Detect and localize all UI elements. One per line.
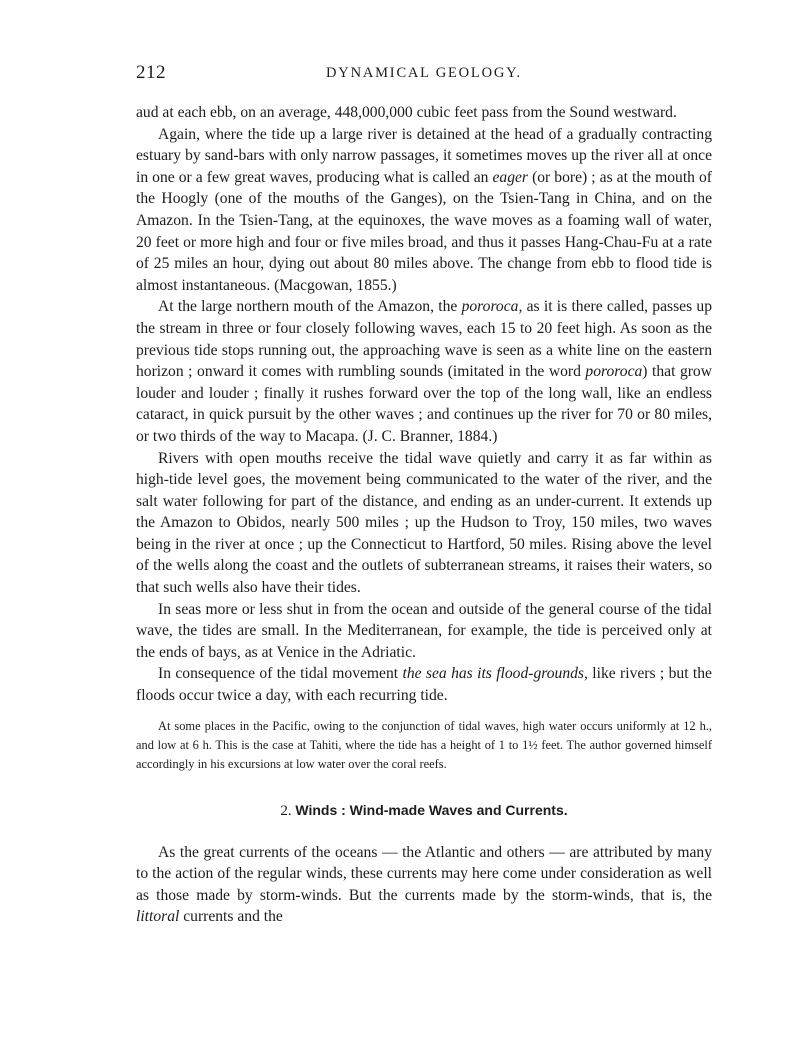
section-number: 2.: [280, 802, 292, 819]
page-number: 212: [136, 62, 166, 83]
section-paragraph: [136, 842, 712, 928]
text-run: as it is there called, passes up the stream in three or four closely following waves, each 15 to 20 feet high. As soon as the previous tide stops running out, the approaching wave is seen as a white line on the eastern horizon ; onward it comes with rumbling sounds (imitated in the word: [136, 298, 713, 381]
text-run: aud at each ebb, on an average, 448,000,000 cubic feet pass from the Sound westward.: [136, 104, 677, 121]
text-run: like rivers ; but the floods occur twice a day, with each recurring tide.: [136, 665, 712, 705]
text-run: currents and the: [179, 908, 283, 926]
text-run: ) that grow louder and louder ; finally it rushes forward over the top of the long wall, like an endless cataract, in quick pursuit by the other waves ; and continues up the river for 70 or 80 miles, or two thirds of the way to Macapa. (J. C. Branner, 1884.): [136, 363, 712, 445]
section-heading: [136, 802, 712, 820]
page-header: [136, 62, 712, 92]
running-head: DYNAMICAL GEOLOGY.: [326, 65, 522, 81]
section-title: Winds : Wind-made Waves and Currents.: [295, 801, 568, 818]
footnote: At some places in the Pacific, owing to the conjunction of tidal waves, high water occurs uniformly at 12 h., and low at 6 h. This is the case at Tahiti, where the tide has a height of 1 to 1½ feet. The author governed himself accordingly in his excursions at low water over the coral reefs.: [136, 718, 712, 771]
text-run: As the great currents of the oceans — the Atlantic and others — are attributed by many to the action of the regular winds, these currents may here come under consideration as well as those made by storm-winds. But the currents made by the storm-winds, that is, the: [136, 843, 712, 904]
text-run: In consequence of the tidal movement: [158, 665, 403, 683]
paragraph: [136, 296, 712, 447]
paragraph: [136, 448, 712, 599]
italic-text: the sea has its flood-grounds,: [402, 665, 588, 683]
italic-text: eager: [492, 168, 529, 186]
paragraph: [136, 599, 712, 664]
text-run: At the large northern mouth of the Amazon, the: [158, 298, 462, 316]
text-run: In seas more or less shut in from the ocean and outside of the general course of the tidal wave, the tides are small. In the Mediterranean, for example, the tide is perceived only at the ends of bays, as at Venice in the Adriatic.: [136, 600, 712, 661]
text-run: Rivers with open mouths receive the tidal wave quietly and carry it as far within as high-tide level goes, the movement being communicated to the water of the river, and the salt water following for part of the distance, and ending as an under-current. It extends up the Amazon to Obidos, nearly 500 miles ; up the Hudson to Troy, 150 miles, two waves being in the river at once ; up the Connecticut to Hartford, 50 miles. Rising above the level of the wells along the coast and the outlets of subterranean streams, it raises their waters, so that such wells also have their tides.: [136, 449, 712, 597]
paragraph: [136, 102, 712, 124]
text-run: (or bore) ; as at the mouth of the Hoogly (one of the mouths of the Ganges), on the Tsien-Tang in China, and on the Amazon. In the Tsien-Tang, at the equinoxes, the wave moves as a foaming wall of water, 20 feet or more high and four or five miles broad, and thus it passes Hang-Chau-Fu at a rate of 25 miles an hour, dying out about 80 miles above. The change from ebb to flood tide is almost instantaneous. (Macgowan, 1855.): [136, 168, 712, 294]
italic-text: pororoca,: [461, 298, 523, 316]
text-run: Again, where the tide up a large river is detained at the head of a gradually contracting estuary by sand-bars with only narrow passages, it sometimes moves up the river all at once in one or a few great waves, producing what is called an: [136, 125, 712, 186]
italic-text: pororoca: [585, 363, 643, 381]
italic-text: littoral: [136, 908, 180, 926]
body-text: [136, 102, 712, 707]
paragraph: [136, 124, 712, 297]
paragraph: [136, 663, 712, 706]
